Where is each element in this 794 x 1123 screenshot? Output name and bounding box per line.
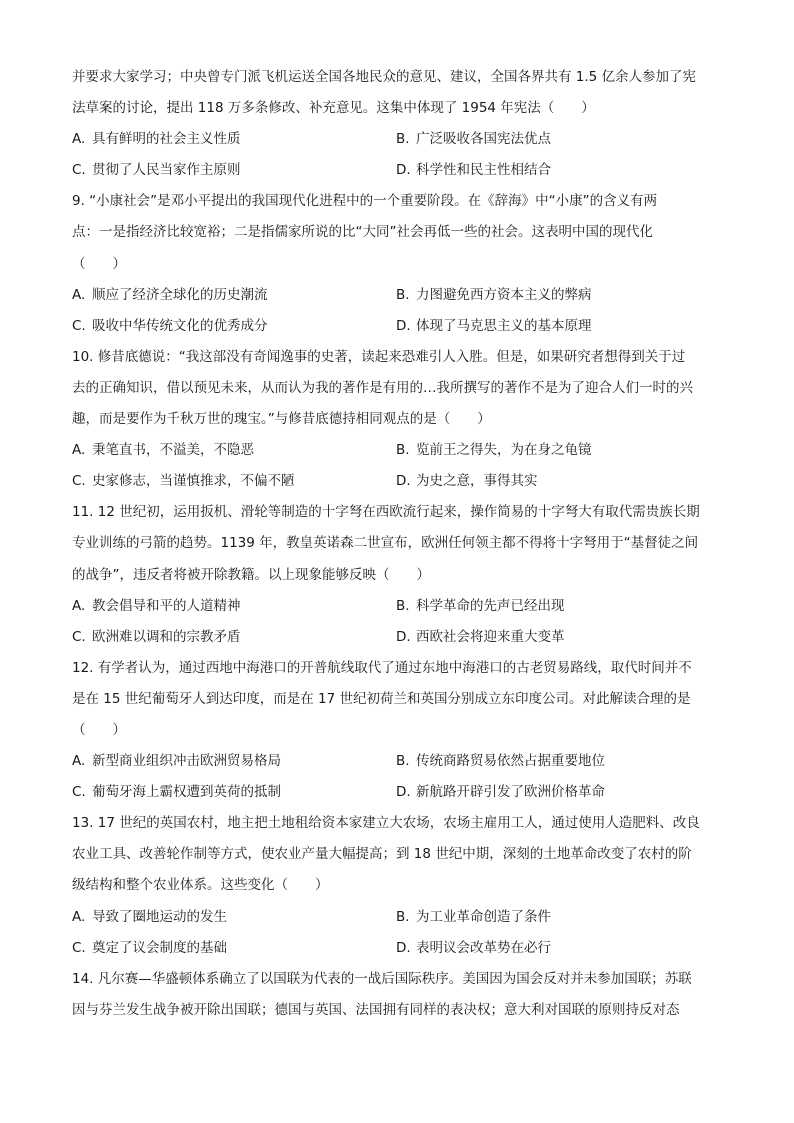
question-13-stem-line: 13. 17 世纪的英国农村，地主把土地租给资本家建立大农场，农场主雇用工人，通过使用人造肥料、改良 (72, 815, 700, 832)
question-9-stem-line: 点：一是指经济比较宽裕；二是指儒家所说的比“大同”社会再低一些的社会。这表明中国的现代化 (72, 224, 653, 241)
options-row (72, 435, 722, 466)
option-b[interactable]: B. 为工业革命创造了条件 (396, 908, 551, 925)
option-a[interactable]: A. 新型商业组织冲击欧洲贸易格局 (72, 753, 281, 770)
option-a[interactable]: A. 具有鲜明的社会主义性质 (72, 131, 241, 148)
option-c[interactable]: C. 葡萄牙海上霸权遭到英荷的抵制 (72, 784, 281, 801)
option-c[interactable]: C. 奠定了议会制度的基础 (72, 939, 227, 956)
question-9-stem-line: （ ） (72, 255, 126, 272)
options-row (72, 466, 722, 497)
option-d[interactable]: D. 科学性和民主性相结合 (396, 162, 551, 179)
options-row (72, 591, 722, 622)
options-row (72, 124, 722, 155)
options-row (72, 746, 722, 777)
option-b[interactable]: B. 力图避免西方资本主义的弊病 (396, 286, 592, 303)
options-row (72, 902, 722, 933)
question-12-stem-line: （ ） (72, 721, 126, 738)
option-c[interactable]: C. 吸收中华传统文化的优秀成分 (72, 317, 268, 334)
option-c[interactable]: C. 欧洲难以调和的宗教矛盾 (72, 628, 241, 645)
question-12 (72, 653, 722, 808)
options-row (72, 155, 722, 186)
option-d[interactable]: D. 西欧社会将迎来重大变革 (396, 628, 565, 645)
question-8 (72, 62, 722, 186)
question-10-stem-line: 趣，而是要作为千秋万世的瑰宝。”与修昔底德持相同观点的是（ ） (72, 411, 491, 428)
option-b[interactable]: B. 览前王之得失，为在身之龟镜 (396, 442, 592, 459)
question-9-stem-line: 9. “小康社会”是邓小平提出的我国现代化进程中的一个重要阶段。在《辞海》中“小康”的含义有两 (72, 193, 658, 210)
question-13-stem-line: 级结构和整个农业体系。这些变化（ ） (72, 877, 329, 894)
option-a[interactable]: A. 导致了圈地运动的发生 (72, 908, 227, 925)
option-d[interactable]: D. 新航路开辟引发了欧洲价格革命 (396, 784, 605, 801)
option-b[interactable]: B. 广泛吸收各国宪法优点 (396, 131, 551, 148)
question-8-stem-line: 法草案的讨论，提出 118 万多条修改、补充意见。这集中体现了 1954 年宪法（ ） (72, 100, 595, 117)
options-row (72, 280, 722, 311)
question-11-stem-line: 专业训练的弓箭的趋势。1139 年，教皇英诺森二世宣布，欧洲任何领主都不得将十字弩用于“基督徒之间 (72, 535, 699, 552)
option-a[interactable]: A. 教会倡导和平的人道精神 (72, 597, 241, 614)
option-d[interactable]: D. 为史之意，事得其实 (396, 473, 538, 490)
option-c[interactable]: C. 贯彻了人民当家作主原则 (72, 162, 241, 179)
question-8-stem-line: 并要求大家学习；中央曾专门派飞机运送全国各地民众的意见、建议，全国各界共有 1.5 亿余人参加了宪 (72, 69, 697, 85)
question-11-stem-line: 11. 12 世纪初，运用扳机、滑轮等制造的十字弩在西欧流行起来，操作简易的十字弩大有取代需贵族长期 (72, 504, 700, 521)
option-c[interactable]: C. 史家修志，当谨慎推求，不偏不陋 (72, 473, 295, 490)
question-12-stem-line: 12. 有学者认为，通过西地中海港口的开普航线取代了通过东地中海港口的古老贸易路线，取代时间并不 (72, 659, 692, 676)
option-d[interactable]: D. 体现了马克思主义的基本原理 (396, 317, 592, 334)
option-b[interactable]: B. 科学革命的先声已经出现 (396, 597, 565, 614)
question-10-stem-line: 去的正确知识，借以预见未来，从而认为我的著作是有用的…我所撰写的著作不是为了迎合人们一时的兴 (72, 379, 693, 396)
question-10-stem-line: 10. 修昔底德说：“我这部没有奇闻逸事的史著，读起来恐难引人入胜。但是，如果研究者想得到关于过 (72, 348, 686, 365)
question-14-stem-line: 因与芬兰发生战争被开除出国联；德国与英国、法国拥有同样的表决权；意大利对国联的原则持反对态 (72, 1001, 680, 1018)
question-11 (72, 497, 722, 652)
option-a[interactable]: A. 顺应了经济全球化的历史潮流 (72, 286, 268, 303)
option-a[interactable]: A. 秉笔直书，不溢美，不隐恶 (72, 442, 254, 459)
question-9 (72, 186, 722, 341)
question-13-stem-line: 农业工具、改善轮作制等方式，使农业产量大幅提高；到 18 世纪中期，深刻的土地革命改变了农村的阶 (72, 846, 692, 863)
option-d[interactable]: D. 表明议会改革势在必行 (396, 939, 551, 956)
question-14-stem-line: 14. 凡尔赛—华盛顿体系确立了以国联为代表的一战后国际秩序。美国因为国会反对并未参加国联；苏联 (72, 970, 692, 987)
question-14 (72, 964, 722, 1026)
exam-page (72, 62, 722, 1026)
options-row (72, 622, 722, 653)
question-10 (72, 342, 722, 497)
options-row (72, 311, 722, 342)
question-11-stem-line: 的战争”，违反者将被开除教籍。以上现象能够反映（ ） (72, 566, 430, 583)
options-row (72, 777, 722, 808)
options-row (72, 933, 722, 964)
option-b[interactable]: B. 传统商路贸易依然占据重要地位 (396, 753, 605, 770)
question-13 (72, 808, 722, 963)
question-12-stem-line: 是在 15 世纪葡萄牙人到达印度，而是在 17 世纪初荷兰和英国分别成立东印度公司。对此解读合理的是 (72, 690, 691, 707)
